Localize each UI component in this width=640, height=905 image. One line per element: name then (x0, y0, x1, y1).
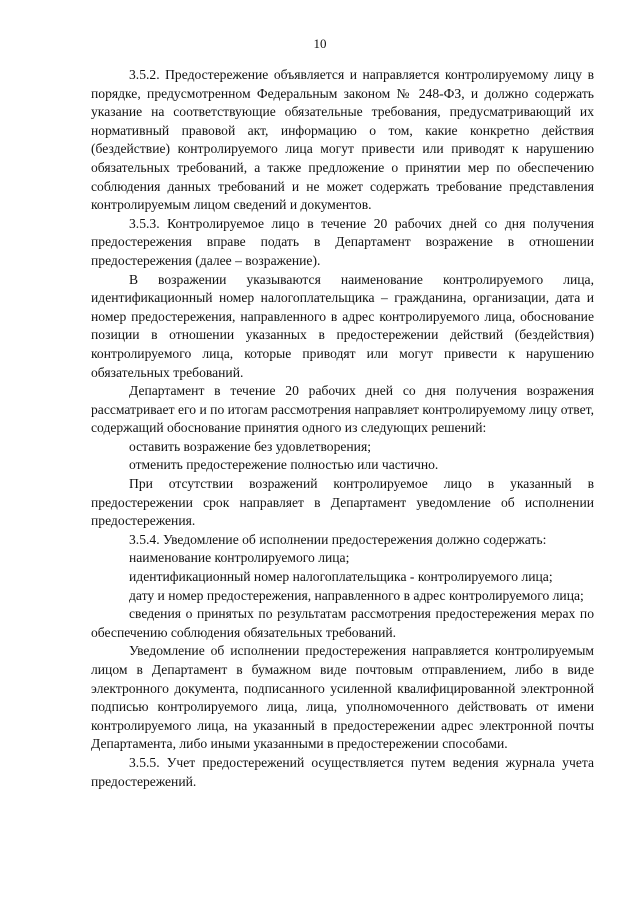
list-item-name: наименование контролируемого лица; (129, 550, 350, 566)
paragraph-notification-delivery: Уведомление об исполнении предостережения направляется контролируемым лицом в Департамент в бумажном виде почтовым отправлением, либо в виде электронного документа, подписанного усиленной квалифицированной электронной подписью контролируемого лица, лица, уполномоченного действовать от имени контролируемого лица, на указанный в предостережении адрес электронной почты Департамента, либо иными указанными в предостережении способами. (91, 643, 594, 752)
paragraph-3-5-4: 3.5.4. Уведомление об исполнении предостережения должно содержать: (129, 531, 547, 547)
page-number: 10 (313, 36, 327, 51)
list-item-decision-cancel: отменить предостережение полностью или частично. (129, 457, 439, 473)
list-item-inn: идентификационный номер налогоплательщика - контролируемого лица; (129, 569, 553, 585)
document-body (91, 66, 594, 791)
list-item-measures: сведения о принятых по результатам рассмотрения предостережения мерах по обеспечению соблюдения обязательных требований. (91, 606, 594, 640)
list-item-date-number: дату и номер предостережения, направленного в адрес контролируемого лица; (129, 587, 584, 603)
paragraph-objection-contents: В возражении указываются наименование контролируемого лица, идентификационный номер налогоплательщика – гражданина, организации, дата и номер предостережения, направленного в адрес контролируемого лица, обоснование позиции в отношении указанных в предостережении действий (бездействия) контролируемого лица, которые приводят или могут привести к нарушению обязательных требований. (91, 271, 594, 380)
paragraph-3-5-5: 3.5.5. Учет предостережений осуществляется путем ведения журнала учета предостережений. (91, 754, 594, 789)
paragraph-department-review: Департамент в течение 20 рабочих дней со дня получения возражения рассматривает его и по итогам рассмотрения направляет контролируемому лицу ответ, содержащий обоснование принятия одного из следующих решений: (91, 383, 594, 436)
paragraph-3-5-2: 3.5.2. Предостережение объявляется и направляется контролируемому лицу в порядке, предусмотренном Федеральным законом № 248-ФЗ, и должно содержать указание на соответствующие обязательные требования, предусматривающий их нормативный правовой акт, информацию о том, какие конкретно действия (бездействие) контролируемого лица могут привести или приводят к нарушению обязательных требований, а также предложение о принятии мер по обеспечению соблюдения данных требований и не может содержать требование представления контролируемым лицом сведений и документов. (91, 67, 594, 213)
paragraph-no-objection: При отсутствии возражений контролируемое лицо в указанный в предостережении срок направляет в Департамент уведомление об исполнении предостережения. (91, 476, 594, 529)
paragraph-3-5-3: 3.5.3. Контролируемое лицо в течение 20 рабочих дней со дня получения предостережения вправе подать в Департамент возражение в отношении предостережения (далее – возражение). (91, 215, 594, 268)
list-item-decision-keep: оставить возражение без удовлетворения; (129, 438, 371, 454)
